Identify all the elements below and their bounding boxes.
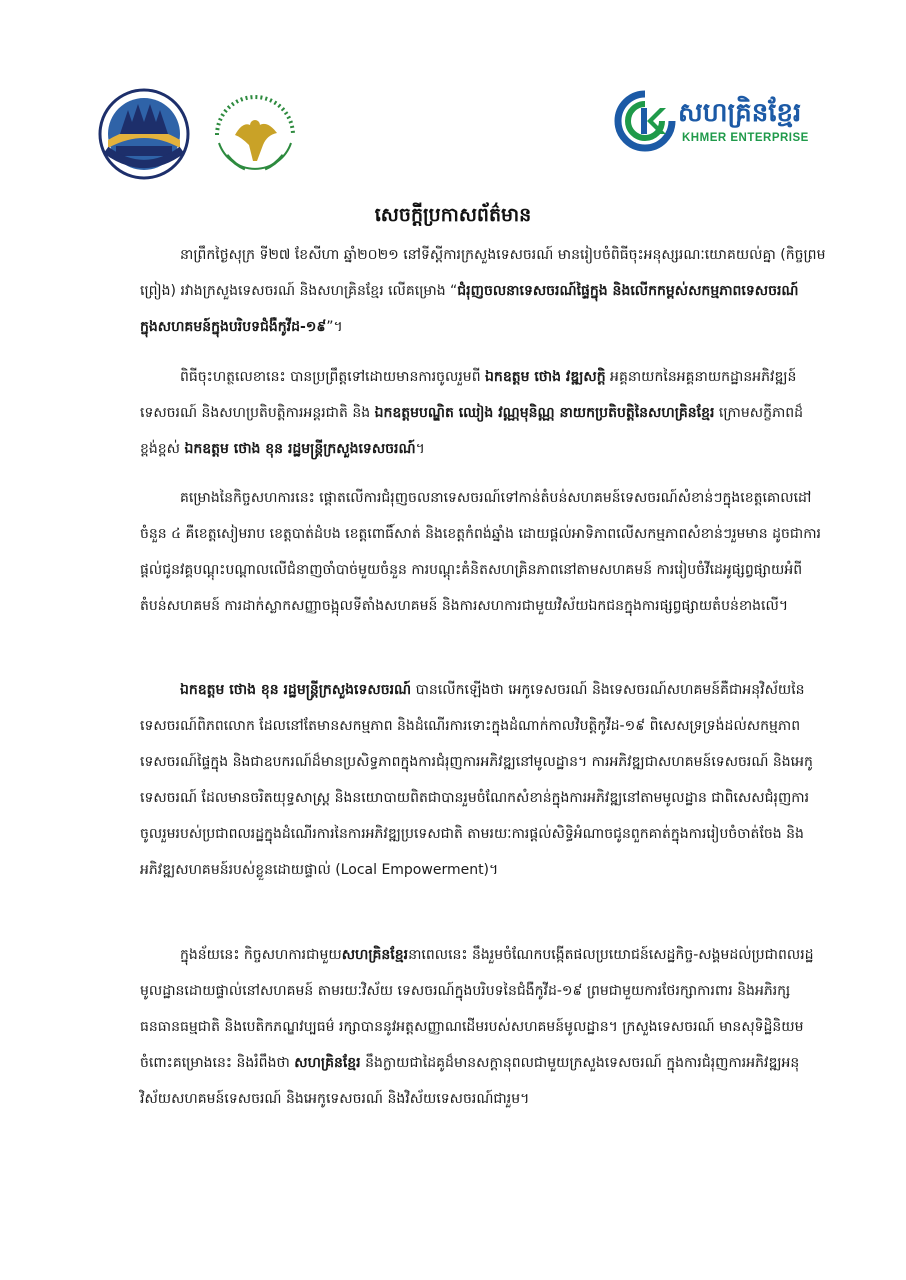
p2-name-3: ឯកឧត្តម ថោង ខុន រដ្ឋមន្ត្រីក្រសួងទេសចរណ៍: [184, 441, 416, 457]
paragraph-3: [140, 480, 826, 624]
khmer-enterprise-logo: [614, 90, 814, 152]
paragraph-2: [140, 359, 826, 467]
p2-text-c: អគ្គនាយកនៃអគ្គនាយកដ្ឋានអភិវឌ្ឍន៍ទេសចរណ៍ និងសហប្រតិបត្តិការអន្តរជាតិ និង: [140, 369, 797, 421]
p3-text: គម្រោងនៃកិច្ចសហការនេះ ផ្តោតលើការជំរុញចលនាទេសចរណ៍ទៅកាន់តំបន់សហគមន៍ទេសចរណ៍សំខាន់ៗក្នុងខេត្តគោលដៅចំនួន ៤ គឺខេត្តសៀមរាប ខេត្តបាត់ដំបង ខេត្តពោធិ៍សាត់ និងខេត្តកំពង់ឆ្នាំង ដោយផ្តល់អាទិភាពលើសកម្មភាពសំខាន់ៗរួមមាន ដូចជាការផ្តល់ជូនវគ្គបណ្តុះបណ្តាលលើជំនាញចាំបាច់មួយចំនួន ការបណ្តុះគំនិតសហគ្រិនភាពនៅតាមសហគមន៍ ការរៀបចំវីដេអូផ្សព្វផ្សាយអំពីតំបន់សហគមន៍ ការដាក់ស្លាកសញ្ញាចង្អុលទីតាំងសហគមន៍ និងការសហការជាមួយវិស័យឯកជនក្នុងការផ្សព្វផ្សាយតំបន់ខាងលើ។: [140, 490, 821, 614]
p2-name-1: ឯកឧត្តម ថោង វឌ្ឍសក្តិ: [485, 369, 606, 385]
p2-text-g: ។: [415, 441, 425, 457]
p4-name: ឯកឧត្តម ថោង ខុន រដ្ឋមន្ត្រីក្រសួងទេសចរណ៍: [180, 682, 412, 698]
p5-org-2: សហគ្រិនខ្មែរ: [294, 1055, 361, 1071]
paragraph-1: [140, 237, 826, 345]
p1-text-c: ”។: [326, 319, 343, 335]
khmer-enterprise-subtitle: KHMER ENTERPRISE: [682, 132, 809, 144]
ministry-of-tourism-logo: [98, 88, 190, 180]
p5-org-1: សហគ្រិនខ្មែរ: [341, 947, 409, 963]
khmer-enterprise-name: សហគ្រិនខ្មែរ: [678, 98, 802, 128]
paragraph-5: [140, 937, 826, 1117]
p2-text-a: ពិធីចុះហត្ថលេខានេះ បានប្រព្រឹត្តទៅដោយមានការចូលរួមពី: [180, 369, 486, 385]
p5-text-c: នាពេលនេះ នឹងរួមចំណែកបង្កើតផលប្រយោជន៍សេដ្ឋកិច្ច-សង្គមដល់ប្រជាពលរដ្ឋមូលដ្ឋានដោយផ្ទាល់នៅសហគមន៍ តាមរយៈវិស័យ ទេសចរណ៍ក្នុងបរិបទនៃជំងឺកូវីដ-១៩ ព្រមជាមួយការថែរក្សាការពារ និងអភិរក្សធនធានធម្មជាតិ និងបេតិកភណ្ឌវប្បធម៌ រក្សាបាននូវអត្តសញ្ញាណដើមរបស់សហគមន៍មូលដ្ឋាន។ ក្រសួងទេសចរណ៍ មានសុទិដ្ឋិនិយមចំពោះគម្រោងនេះ និងរំពឹងថា: [140, 947, 814, 1071]
p2-text-e: ក្រោមសក្ខីភាពដ៏ខ្ពង់ខ្ពស់: [140, 405, 804, 457]
p2-name-2: ឯកឧត្តមបណ្ឌិត ឈៀង វណ្ណមុនិណ្ណ នាយកប្រតិបត្តិនៃសហគ្រិនខ្មែរ: [374, 405, 715, 421]
ministry-of-economy-finance-logo: [205, 85, 305, 185]
p4-text: បានលើកឡើងថា អេកូទេសចរណ៍ និងទេសចរណ៍សហគមន៍គឺជាអនុវិស័យនៃទេសចរណ៍ពិភពលោក ដែលនៅតែមានសកម្មភាព និងដំណើរការទោះក្នុងដំណាក់កាលវិបត្តិកូវីដ-១៩ ពិសេសទ្រទ្រង់ដល់សកម្មភាពទេសចរណ៍ផ្ទៃក្នុង និងជាឧបករណ៍ដ៏មានប្រសិទ្ធភាពក្នុងការជំរុញការអភិវឌ្ឍនៅមូលដ្ឋាន។ ការអភិវឌ្ឍជាសហគមន៍ទេសចរណ៍ និងអេកូទេសចរណ៍ ដែលមានចរិតយុទ្ធសាស្រ្ត និងនយោបាយពិតជាបានរួមចំណែកសំខាន់ក្នុងការអភិវឌ្ឍនៅតាមមូលដ្ឋាន ជាពិសេសជំរុញការចូលរួមរបស់ប្រជាពលរដ្ឋក្នុងដំណើរការនៃការអភិវឌ្ឍប្រទេសជាតិ តាមរយៈការផ្តល់សិទ្ធិអំណាចជូនពួកគាត់ក្នុងការរៀបចំចាត់ចែង និងអភិវឌ្ឍសហគមន៍របស់ខ្លួនដោយផ្ទាល់ (Local Empowerment)។: [140, 682, 813, 878]
document-title: សេចក្តីប្រកាសព័ត៌មាន: [374, 204, 532, 226]
paragraph-4: [140, 672, 826, 888]
p5-text-a: ក្នុងន័យនេះ កិច្ចសហការជាមួយ: [180, 947, 342, 963]
p1-project-name: ជំរុញចលនាទេសចរណ៍ផ្ទៃក្នុង និងលើកកម្ពស់សកម្មភាពទេសចរណ៍ក្នុងសហគមន៍ក្នុងបរិបទជំងឺកូវីដ-១៩: [140, 283, 799, 335]
p5-text-e: នឹងក្លាយជាដៃគូដ៏មានសក្តានុពលជាមួយក្រសួងទេសចរណ៍ ក្នុងការជំរុញការអភិវឌ្ឍអនុវិស័យសហគមន៍ទេសចរណ៍ និងអេកូទេសចរណ៍ និងវិស័យទេសចរណ៍ជារួម។: [140, 1055, 800, 1107]
p1-text-a: នាព្រឹកថ្ងៃសុក្រ ទី២៧ ខែសីហា ឆ្នាំ២០២១ នៅទីស្តីការក្រសួងទេសចរណ៍ មានរៀបចំពិធីចុះអនុស្សរណៈយោគយល់គ្នា (កិច្ចព្រមព្រៀង) រវាងក្រសួងទេសចរណ៍ និងសហគ្រិនខ្មែរ លើគម្រោង “: [140, 247, 826, 299]
